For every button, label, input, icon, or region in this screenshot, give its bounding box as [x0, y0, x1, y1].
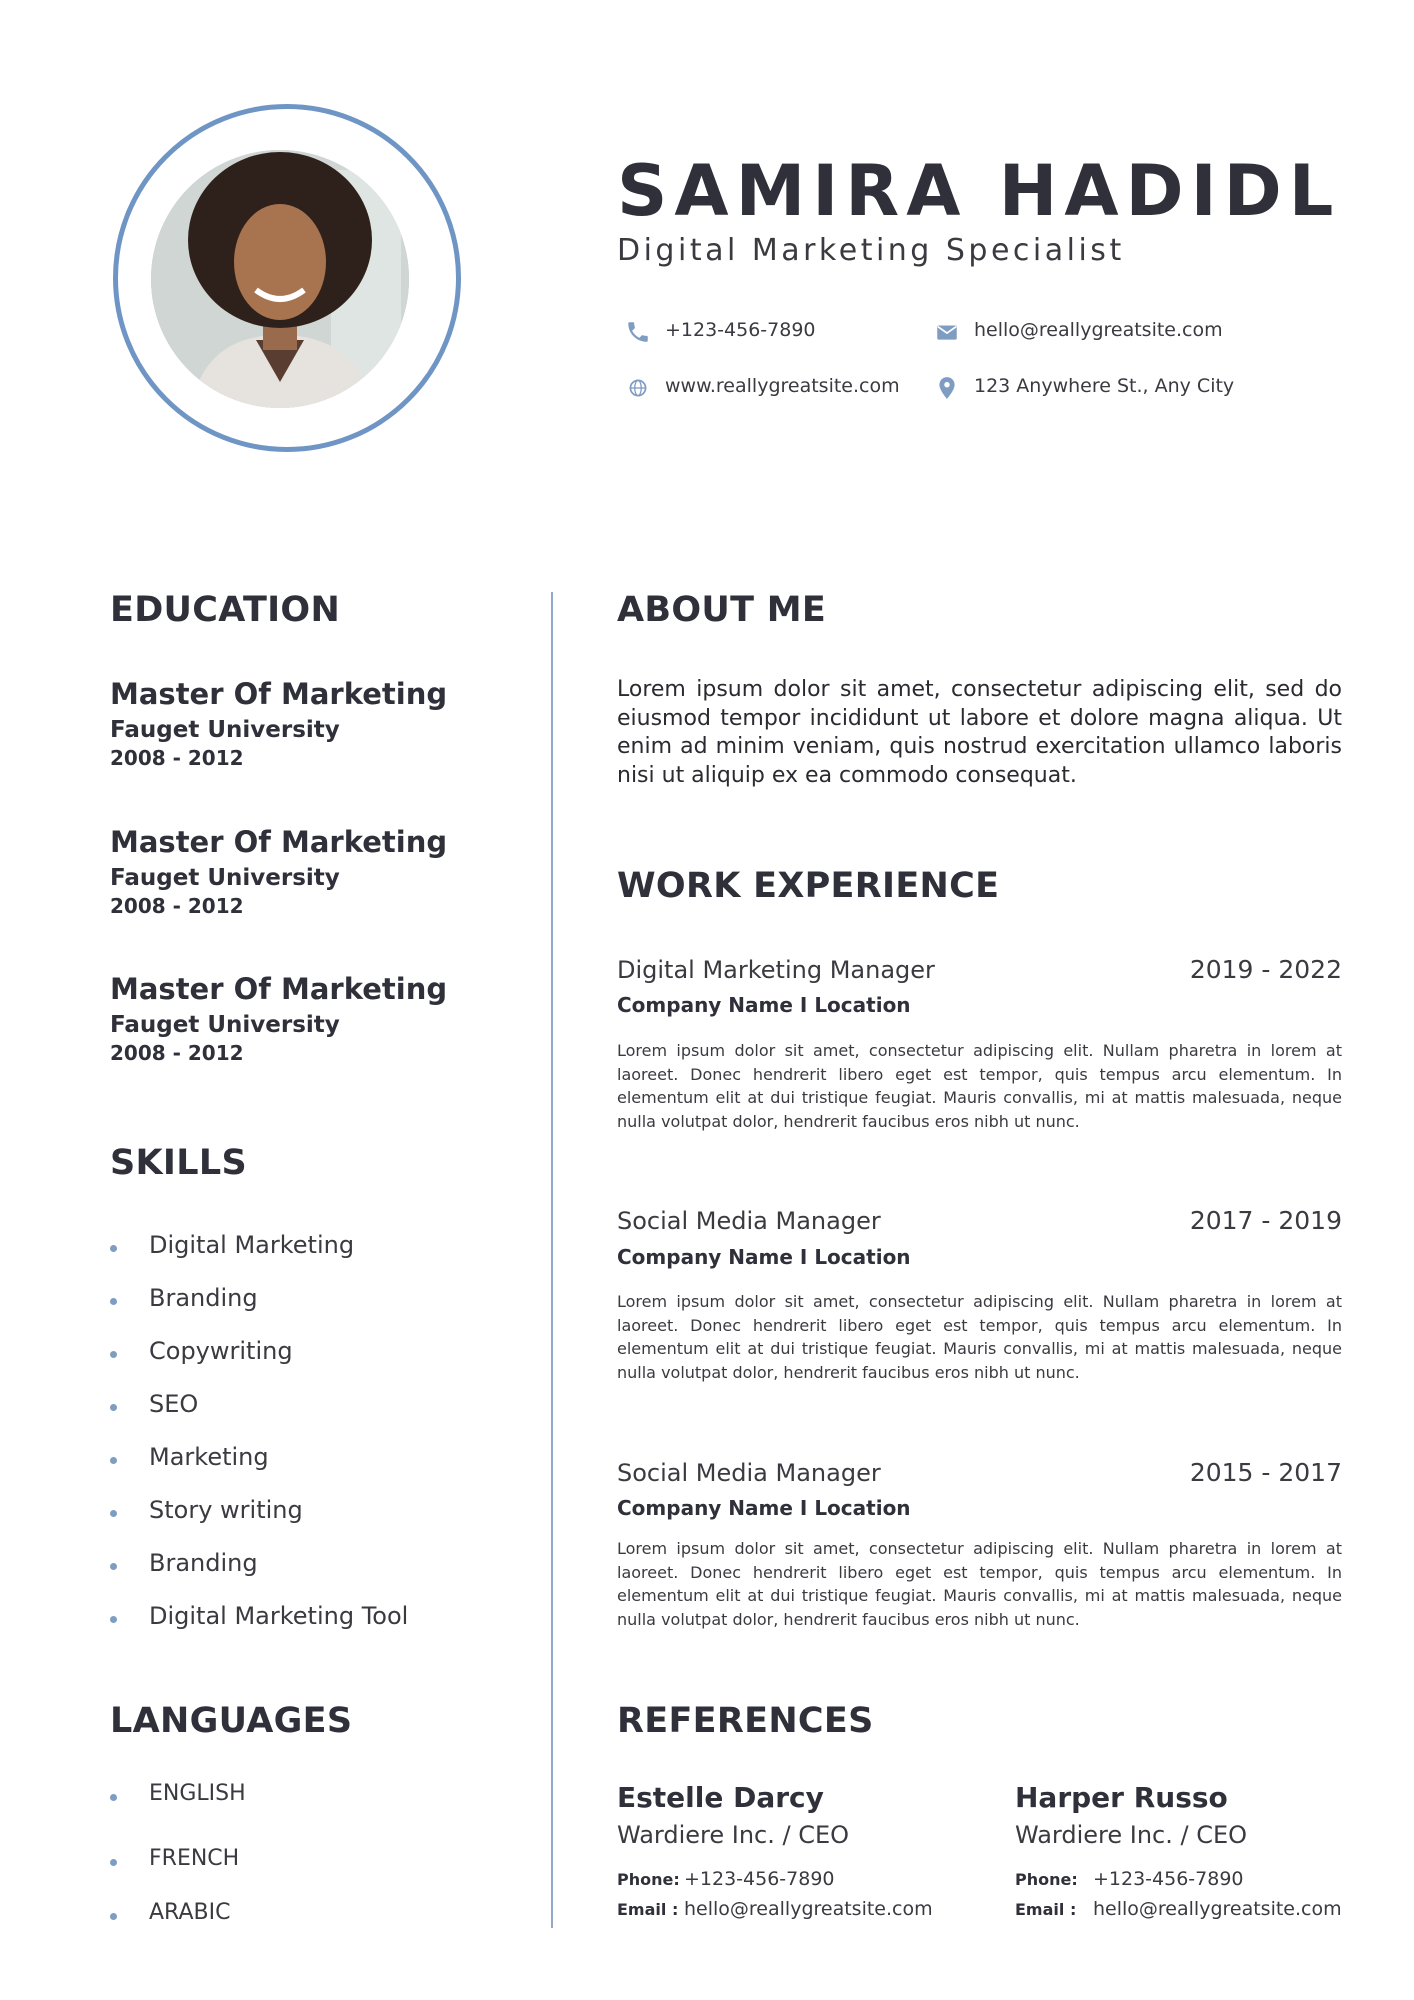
job-title: Social Media Manager [617, 1459, 881, 1487]
job-years: 2015 - 2017 [1189, 1458, 1342, 1487]
skill-item: Digital Marketing [149, 1231, 355, 1259]
skill-item: Marketing [149, 1443, 269, 1471]
reference-email-label: Email : [1015, 1900, 1077, 1919]
education-school: Fauget University [110, 865, 340, 891]
job-description: Lorem ipsum dolor sit amet, consectetur adipiscing elit. Nullam pharetra in lorem at laoreet. Donec hendrerit libero eget est tempor, quis tempus arcu elementum. In elementum elit at dui tristique feugiat. Mauris convallis, mi at mattis malesuada, neque nulla volutpat dolor, hendrerit faucibus eros nibh ut nunc. [617, 1292, 1342, 1382]
job-years: 2019 - 2022 [1189, 955, 1342, 984]
reference-phone-label: Phone: [617, 1870, 680, 1889]
job-years: 2017 - 2019 [1189, 1206, 1342, 1235]
work-heading: WORK EXPERIENCE [617, 866, 1000, 906]
reference-name: Harper Russo [1015, 1781, 1228, 1814]
education-degree: Master Of Marketing [110, 677, 448, 711]
education-degree: Master Of Marketing [110, 972, 448, 1006]
skill-item: SEO [149, 1390, 199, 1418]
bullet [110, 1351, 117, 1358]
education-years: 2008 - 2012 [110, 894, 244, 918]
reference-phone: +123-456-7890 [1093, 1868, 1244, 1890]
bullet [110, 1563, 117, 1570]
bullet [110, 1913, 117, 1920]
reference-email: hello@reallygreatsite.com [684, 1898, 933, 1920]
language-item: ENGLISH [149, 1781, 246, 1806]
globe-icon [625, 375, 651, 401]
about-text: Lorem ipsum dolor sit amet, consectetur adipiscing elit, sed do eiusmod tempor incididunt ut labore et dolore magna aliqua. Ut enim ad minim veniam, quis nostrud exercitation ullamco laboris nisi ut aliquip ex ea commodo consequat. [617, 677, 1342, 788]
education-heading: EDUCATION [110, 590, 341, 630]
email-icon [934, 319, 960, 345]
job-title: Social Media Manager [617, 1207, 881, 1235]
skill-item: Story writing [149, 1496, 303, 1524]
education-years: 2008 - 2012 [110, 1041, 244, 1065]
education-degree: Master Of Marketing [110, 825, 448, 859]
bullet [110, 1510, 117, 1517]
job-company: Company Name I Location [617, 1496, 911, 1520]
candidate-title: Digital Marketing Specialist [617, 233, 1125, 268]
location-pin-icon [934, 375, 960, 401]
reference-phone-label: Phone: [1015, 1870, 1078, 1889]
bullet [110, 1404, 117, 1411]
job-description: Lorem ipsum dolor sit amet, consectetur adipiscing elit. Nullam pharetra in lorem at laoreet. Donec hendrerit libero eget est tempor, quis tempus arcu elementum. In elementum elit at dui tristique feugiat. Mauris convallis, mi at mattis malesuada, neque nulla volutpat dolor, hendrerit faucibus eros nibh ut nunc. [617, 1041, 1342, 1131]
skills-heading: SKILLS [110, 1143, 247, 1183]
reference-name: Estelle Darcy [617, 1781, 824, 1814]
skill-item: Copywriting [149, 1337, 293, 1365]
address: 123 Anywhere St., Any City [974, 375, 1235, 397]
bullet [110, 1859, 117, 1866]
bullet [110, 1616, 117, 1623]
references-heading: REFERENCES [617, 1701, 874, 1741]
education-school: Fauget University [110, 1012, 340, 1038]
reference-email: hello@reallygreatsite.com [1093, 1898, 1342, 1920]
languages-heading: LANGUAGES [110, 1701, 353, 1741]
reference-company: Wardiere Inc. / CEO [617, 1821, 850, 1849]
job-company: Company Name I Location [617, 993, 911, 1017]
reference-company: Wardiere Inc. / CEO [1015, 1821, 1248, 1849]
reference-phone: +123-456-7890 [684, 1868, 835, 1890]
profile-photo-illustration [151, 150, 409, 408]
reference-email-label: Email : [617, 1900, 679, 1919]
job-description: Lorem ipsum dolor sit amet, consectetur adipiscing elit. Nullam pharetra in lorem at laoreet. Donec hendrerit libero eget est tempor, quis tempus arcu elementum. In elementum elit at dui tristique feugiat. Mauris convallis, mi at mattis malesuada, neque nulla volutpat dolor, hendrerit faucibus eros nibh ut nunc. [617, 1539, 1342, 1629]
skill-item: Branding [149, 1549, 258, 1577]
phone-number: +123-456-7890 [665, 319, 816, 341]
language-item: ARABIC [149, 1900, 231, 1925]
skill-item: Branding [149, 1284, 258, 1312]
about-heading: ABOUT ME [617, 590, 827, 630]
phone-icon [625, 319, 651, 345]
skill-item: Digital Marketing Tool [149, 1602, 409, 1630]
candidate-name: SAMIRA HADIDL [617, 150, 1341, 232]
profile-photo [151, 150, 409, 408]
education-years: 2008 - 2012 [110, 746, 244, 770]
bullet [110, 1794, 117, 1801]
job-title: Digital Marketing Manager [617, 956, 935, 984]
website-url: www.reallygreatsite.com [665, 375, 900, 397]
email-address: hello@reallygreatsite.com [974, 319, 1223, 341]
bullet [110, 1457, 117, 1464]
bullet [110, 1298, 117, 1305]
education-school: Fauget University [110, 717, 340, 743]
job-company: Company Name I Location [617, 1245, 911, 1269]
column-divider [551, 592, 553, 1928]
bullet [110, 1245, 117, 1252]
language-item: FRENCH [149, 1846, 240, 1871]
